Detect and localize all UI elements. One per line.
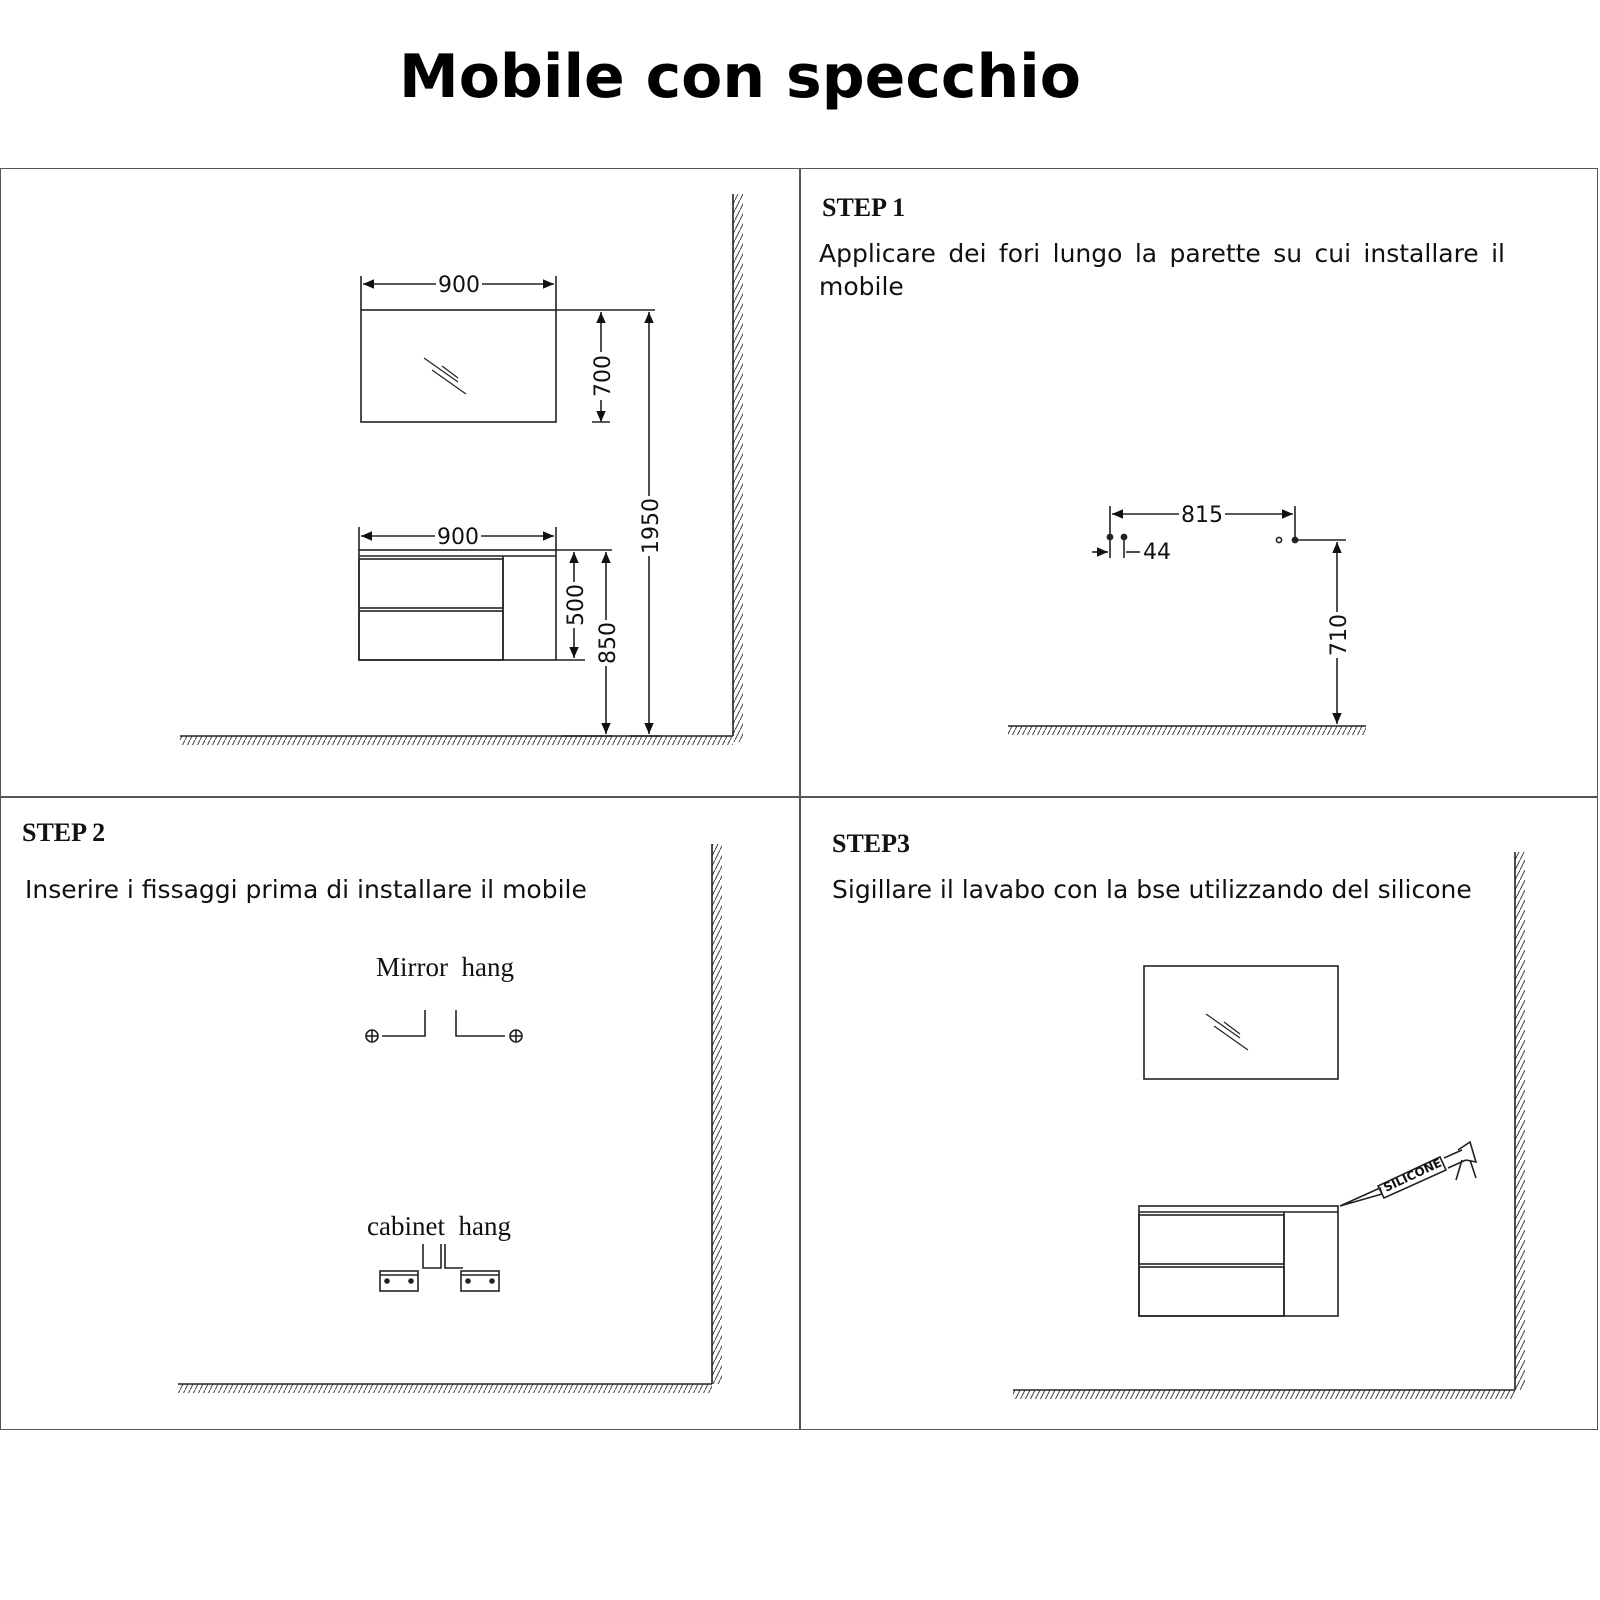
step1-description: Applicare dei fori lungo la parette su cui installare il mobile <box>819 239 1505 301</box>
step3-title: STEP3 <box>832 829 911 858</box>
step2-title: STEP 2 <box>22 818 106 847</box>
total-height-label: 1950 <box>639 498 664 554</box>
mirror-width-label: 900 <box>438 273 480 298</box>
hole-spacing-label: 815 <box>1181 503 1223 528</box>
step1-drawing <box>1008 506 1366 735</box>
wall-hatch <box>712 844 722 1384</box>
floor-hatch <box>1013 1390 1515 1399</box>
cabinet <box>1139 1206 1338 1316</box>
overview-dimension-labels <box>435 271 664 666</box>
step2-description: Inserire i fissaggi prima di installare il mobile <box>25 875 587 904</box>
mirror-hang-bracket-right <box>456 1010 522 1042</box>
silicone-label: SILICONE <box>1381 1155 1444 1195</box>
step1-dimension-labels <box>1143 502 1352 658</box>
mirror <box>1144 966 1338 1079</box>
mirror-hang-label: Mirror hang <box>376 952 514 982</box>
step1-title: STEP 1 <box>822 193 906 222</box>
hole-height-label: 710 <box>1327 614 1352 656</box>
mirror-hang-bracket-left <box>366 1010 425 1042</box>
page-title: Mobile con specchio <box>399 42 1081 112</box>
floor-hatch <box>178 1384 712 1393</box>
cabinet-hang-label: cabinet hang <box>367 1211 511 1241</box>
floor-hatch <box>180 736 733 745</box>
wall-hatch <box>733 194 743 742</box>
cabinet-hang-bracket <box>380 1244 499 1291</box>
hole-offset-label: 44 <box>1143 540 1171 565</box>
cabinet-height-label: 500 <box>564 584 589 626</box>
mirror <box>361 310 556 422</box>
step2-drawing <box>178 844 722 1393</box>
cabinet <box>359 550 556 660</box>
wall-hatch <box>1515 852 1525 1390</box>
step3-drawing <box>1013 852 1525 1399</box>
cabinet-width-label: 900 <box>437 525 479 550</box>
step3-description: Sigillare il lavabo con la bse utilizzando del silicone <box>832 875 1472 904</box>
cabinet-mount-height-label: 850 <box>596 622 621 664</box>
mirror-height-label: 700 <box>591 355 616 397</box>
floor-hatch <box>1008 726 1366 735</box>
